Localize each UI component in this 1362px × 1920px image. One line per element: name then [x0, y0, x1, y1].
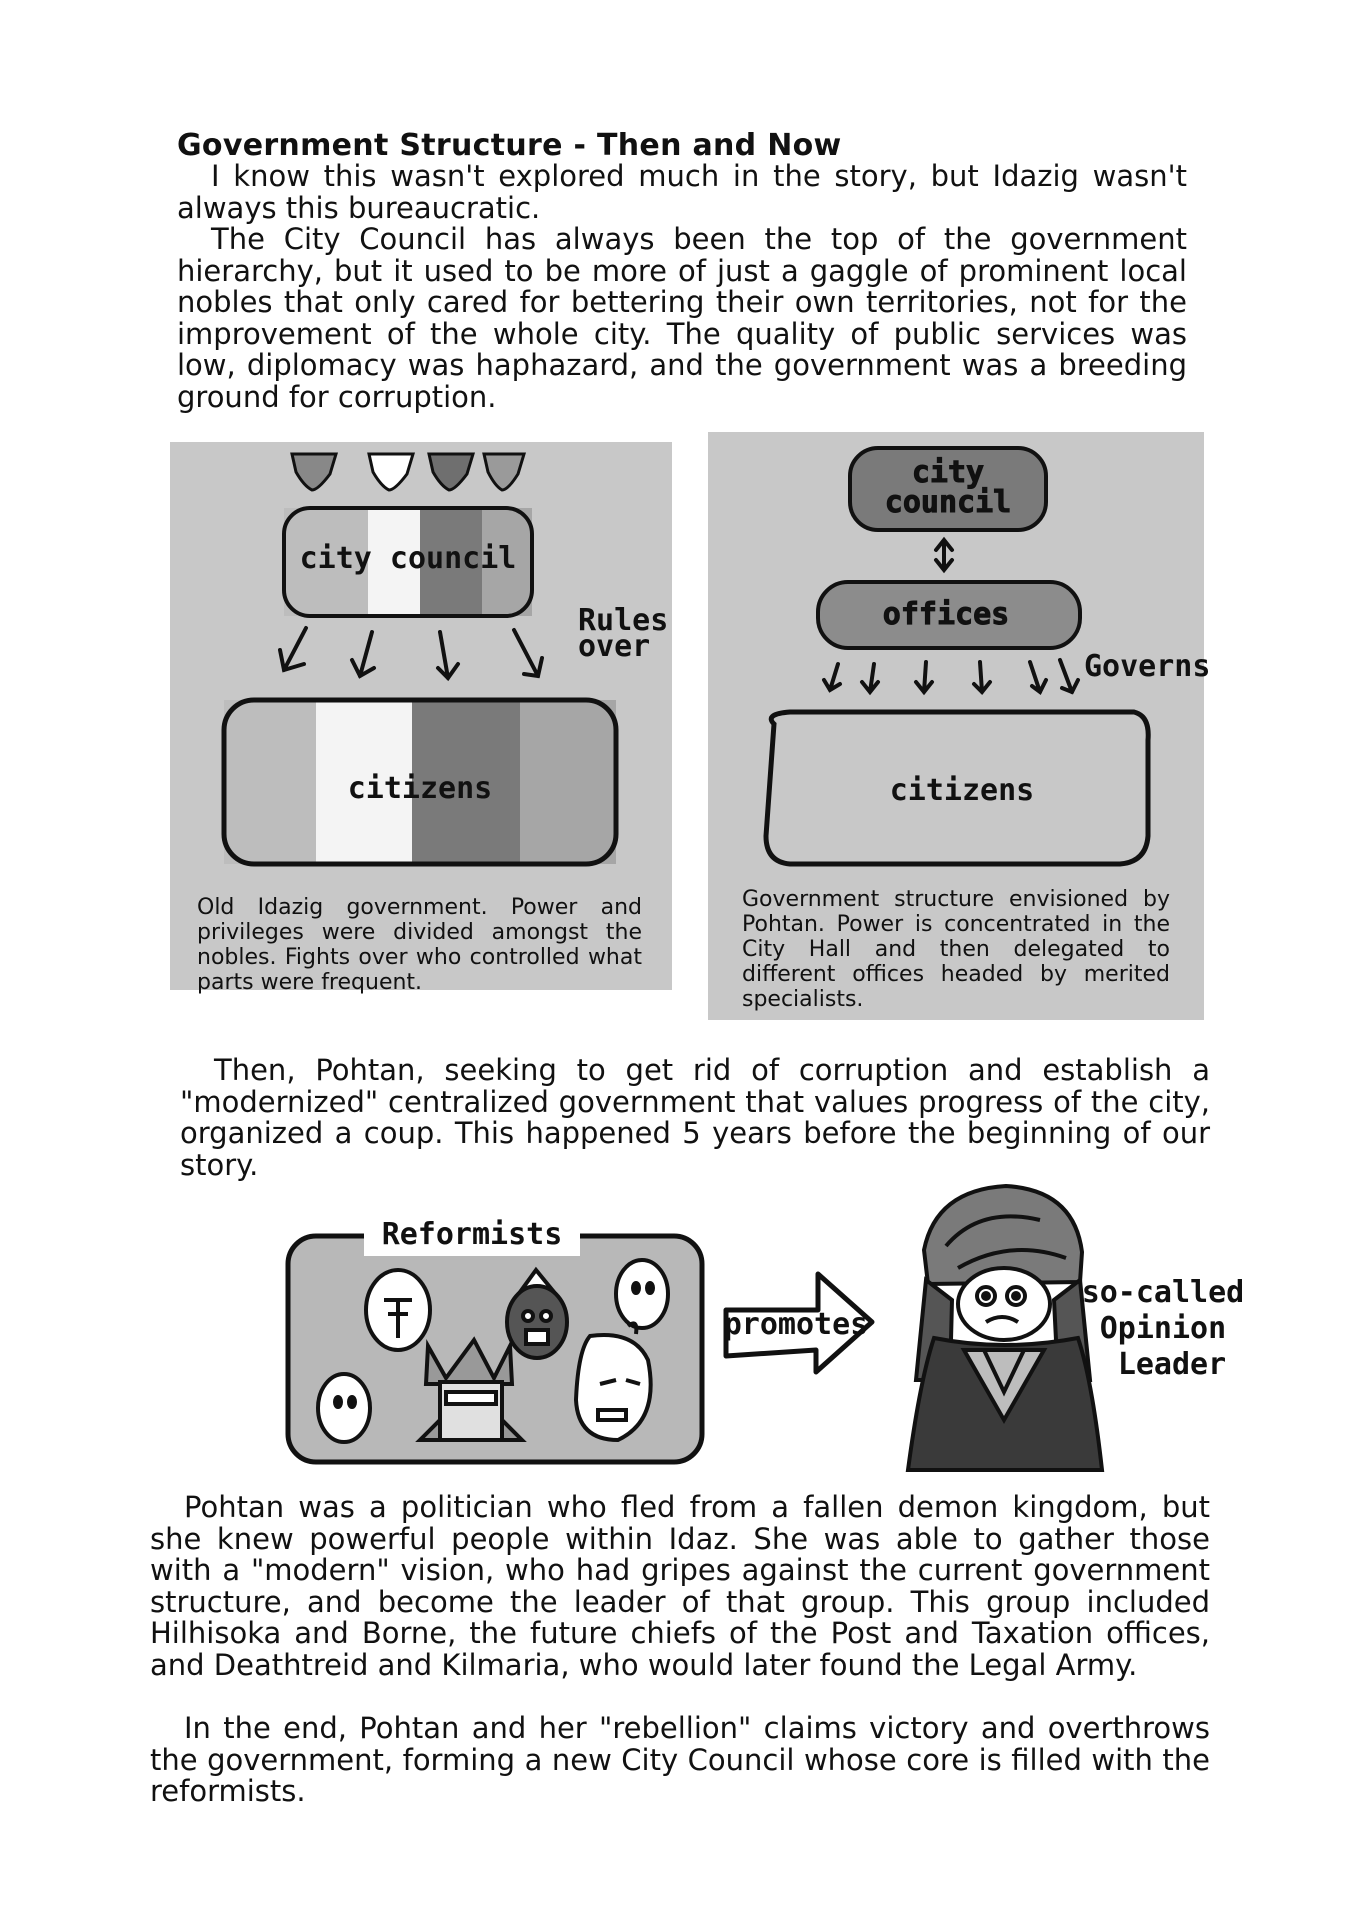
page-title: Government Structure - Then and Now: [177, 128, 842, 163]
old-government-caption: Old Idazig government. Power and privileges were divided amongst the nobles. Fights over who controlled what parts were frequent.: [197, 895, 642, 995]
opinion-leader-figure: [908, 1186, 1102, 1470]
pohtan-paragraph: Pohtan was a politician who fled from a fallen demon kingdom, but she knew powerful people within Idaz. She was able to gather those with a "modern" vision, who had gripes against the current government structure, and become the leader of that group. This group included Hilhisoka and Borne, the future chiefs of the Post and Taxation offices, and Deathtreid and Kilmaria, who would later found the Legal Army.: [150, 1490, 1210, 1682]
coup-paragraph: Then, Pohtan, seeking to get rid of corruption and establish a "modernized" centralized government that values progress of the city, organized a coup. This happened 5 years before the beginning of our story.: [180, 1053, 1210, 1182]
governs-label: Governs: [1084, 649, 1211, 684]
opinion-leader-word-1: so-called: [1081, 1275, 1245, 1310]
old-council-label: city council: [299, 541, 517, 576]
noble-shields: [292, 454, 524, 490]
rules-over-word: Rules: [578, 603, 669, 638]
opinion-leader-word-2: Opinion: [1099, 1311, 1227, 1346]
new-arrows: [824, 660, 1078, 692]
opinion-leader-word-3: Leader: [1117, 1347, 1227, 1382]
new-government-caption: Government structure envisioned by Pohtan. Power is concentrated in the City Hall and then delegated to different offices headed by merited specialists.: [742, 887, 1170, 1012]
new-council-word-2: council: [884, 485, 1012, 520]
ending-paragraph: In the end, Pohtan and her "rebellion" claims victory and overthrows the government, forming a new City Council whose core is filled with the reformists.: [150, 1711, 1210, 1808]
reformists-label: Reformists: [381, 1217, 563, 1252]
council-offices-connector: [936, 540, 952, 570]
offices-label: offices: [882, 597, 1010, 632]
rules-over-word: over: [578, 629, 651, 664]
old-arrows: [280, 628, 542, 678]
intro-paragraph-1: I know this wasn't explored much in the story, but Idazig wasn't always this bureaucratic.: [177, 159, 1187, 225]
new-council-word-1: city: [911, 455, 985, 490]
intro-paragraph-2: The City Council has always been the top of the government hierarchy, but it used to be more of just a gaggle of prominent local nobles that only cared for bettering their own territories, not for the improvement of the whole city. The quality of public services was low, diplomacy was haphazard, and the government was a breeding ground for corruption.: [177, 222, 1187, 414]
promotes-label: promotes: [723, 1307, 869, 1342]
old-citizens-label: citizens: [347, 771, 493, 806]
opinion-leader-label: [1082, 1275, 1263, 1382]
rules-over-label: [578, 603, 668, 664]
new-citizens-label: citizens: [889, 773, 1035, 808]
